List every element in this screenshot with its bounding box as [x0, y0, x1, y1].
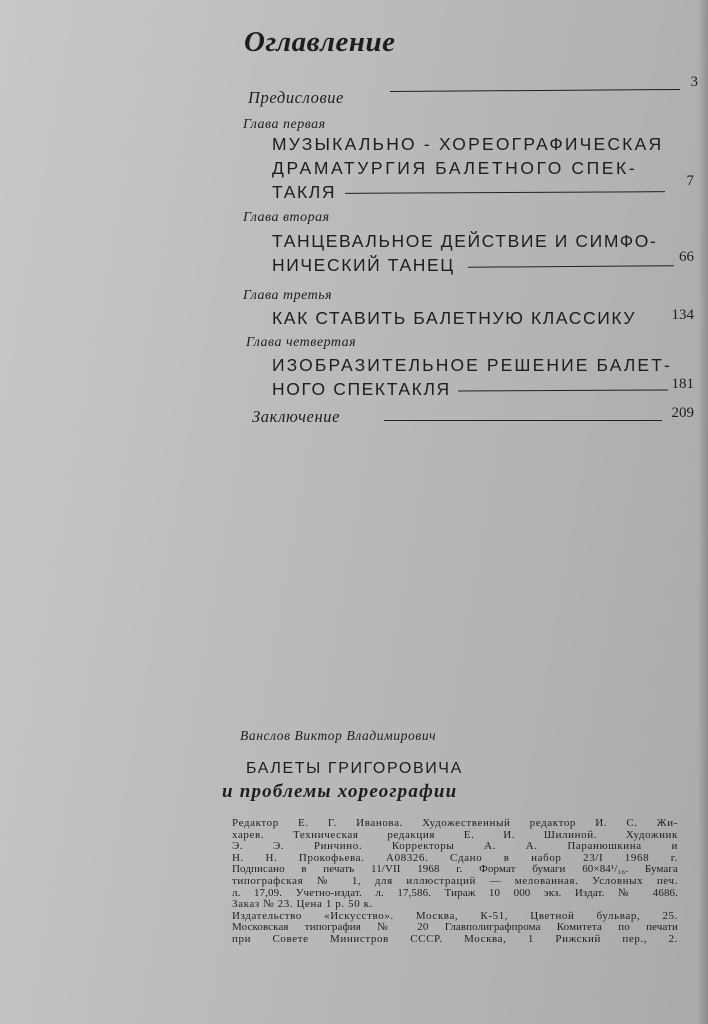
imprint-detail-line: Заказ № 23. Цена 1 р. 50 к. — [232, 898, 373, 911]
toc-chapter-3-title-line-1: КАК СТАВИТЬ БАЛЕТНУЮ КЛАССИКУ — [272, 308, 637, 328]
toc-conclusion-leader — [384, 420, 662, 421]
toc-chapter-2-leader — [468, 265, 674, 267]
page-edge-shadow — [698, 0, 708, 1024]
toc-chapter-1-page: 7 — [686, 173, 694, 189]
toc-chapter-4-page: 181 — [671, 376, 694, 392]
imprint-detail-line: Э. Э. Ринчино. Корректоры А. А. Паранюшкина и — [232, 840, 678, 853]
toc-chapter-2-label: Глава вторая — [243, 210, 330, 225]
toc-chapter-4-title-line-1: ИЗОБРАЗИТЕЛЬНОЕ РЕШЕНИЕ БАЛЕТ- — [272, 355, 672, 375]
toc-preface-page: 3 — [690, 74, 698, 90]
toc-conclusion-label: Заключение — [252, 407, 341, 426]
imprint-detail-line: при Совете Министров СССР. Москва, 1 Рижский пер., 2. — [232, 932, 678, 945]
toc-chapter-1-leader — [345, 191, 665, 194]
toc-chapter-4-title-line-2: НОГО СПЕКТАКЛЯ — [272, 379, 451, 399]
toc-chapter-4-label: Глава четвертая — [246, 335, 357, 350]
toc-conclusion-page: 209 — [671, 405, 694, 421]
toc-chapter-1-label: Глава первая — [243, 117, 326, 132]
toc-chapter-2-title-line-2: НИЧЕСКИЙ ТАНЕЦ — [272, 255, 455, 275]
toc-chapter-3-page: 134 — [671, 307, 694, 323]
toc-chapter-2-page: 66 — [679, 249, 694, 265]
imprint-detail-line: Издательство «Искусство». Москва, К-51, Цветной бульвар, 25. — [232, 909, 678, 922]
imprint-detail-line: л. 17,09. Учетно-издат. л. 17,586. Тираж 10 000 экз. Издат. № 4686. — [232, 886, 678, 899]
toc-title: Оглавление — [244, 26, 396, 58]
imprint-title-line-1: БАЛЕТЫ ГРИГОРОВИЧА — [246, 760, 463, 777]
toc-chapter-2-title-line-1: ТАНЦЕВАЛЬНОЕ ДЕЙСТВИЕ И СИМФО- — [272, 231, 658, 251]
toc-chapter-4-leader — [458, 389, 668, 391]
imprint-detail-line: харев. Техническая редакция Е. И. Шилиной. Художник — [232, 828, 678, 841]
toc-chapter-1-title-line-3: ТАКЛЯ — [272, 182, 337, 202]
imprint-detail-line: Н. Н. Прокофьева. А08326. Сдано в набор 23/I 1968 г. — [232, 851, 678, 864]
toc-chapter-1-title-line-2: ДРАМАТУРГИЯ БАЛЕТНОГО СПЕК- — [272, 158, 638, 178]
imprint-author: Ванслов Виктор Владимирович — [240, 728, 437, 743]
toc-chapter-3-label: Глава третья — [243, 288, 333, 303]
toc-chapter-1-title-line-1: МУЗЫКАЛЬНО - ХОРЕОГРАФИЧЕСКАЯ — [272, 134, 664, 154]
imprint-detail-line: Редактор Е. Г. Иванова. Художественный редактор И. С. Жи- — [232, 817, 678, 829]
toc-preface-leader — [390, 89, 680, 92]
imprint-title-line-2: и проблемы хореографии — [222, 781, 458, 802]
imprint-detail-line: типографская № 1, для иллюстраций — мелованная. Условных печ. — [232, 874, 678, 887]
imprint-details — [232, 818, 678, 946]
imprint-detail-line: Подписано в печать 11/VII 1968 г. Формат бумаги 60×84¹/₁₆. Бумага — [232, 863, 678, 876]
toc-preface-label: Предисловие — [248, 88, 344, 107]
imprint-detail-line: Московская типография № 20 Главполиграфпрома Комитета по печати — [232, 921, 678, 934]
